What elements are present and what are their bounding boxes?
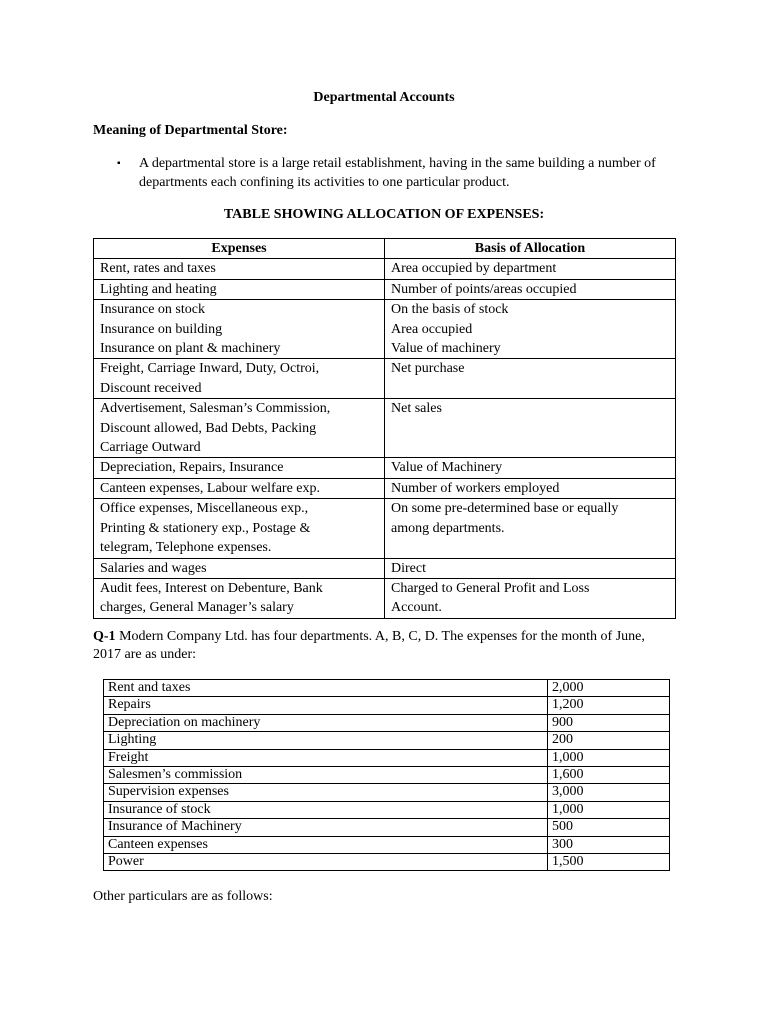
cell-line: Audit fees, Interest on Debenture, Bank <box>100 580 323 596</box>
cell-line: Discount received <box>100 380 202 396</box>
bullet-text: A departmental store is a large retail establishment, having in the same building a number of departments each confining its activities to one particular product. <box>139 156 656 190</box>
cell-line: Advertisement, Salesman’s Commission, <box>100 401 331 417</box>
table-row <box>104 836 670 853</box>
basis-cell <box>385 359 676 399</box>
basis-cell <box>385 478 676 498</box>
cell-line: Value of machinery <box>391 341 501 357</box>
bullet-icon: ▪ <box>117 158 121 169</box>
table-row <box>94 359 676 399</box>
question-body: Modern Company Ltd. has four departments. A, B, C, D. The expenses for the month of June, 2017 are as under: <box>93 629 645 662</box>
expense-amount-cell: 1,000 <box>548 801 670 818</box>
cell-line: Number of points/areas occupied <box>391 281 577 297</box>
table-row <box>94 458 676 478</box>
cell-line: On the basis of stock <box>391 302 509 318</box>
expense-amount-cell: 1,500 <box>548 854 670 871</box>
basis-cell <box>385 300 676 359</box>
table-row <box>104 714 670 731</box>
expense-cell <box>94 458 385 478</box>
table-row <box>94 499 676 558</box>
cell-line: Insurance on plant & machinery <box>100 341 281 357</box>
basis-cell <box>385 399 676 458</box>
basis-header: Basis of Allocation <box>385 239 676 259</box>
expense-item-cell: Freight <box>104 749 548 766</box>
expense-item-cell: Lighting <box>104 732 548 749</box>
cell-line: Office expenses, Miscellaneous exp., <box>100 501 309 517</box>
expense-amount-cell: 3,000 <box>548 784 670 801</box>
expense-cell <box>94 478 385 498</box>
cell-line: Depreciation, Repairs, Insurance <box>100 460 284 476</box>
basis-cell <box>385 279 676 299</box>
question-text <box>93 628 673 664</box>
table-row <box>104 854 670 871</box>
table-row <box>94 558 676 578</box>
bullet-point <box>117 154 677 192</box>
expense-item-cell: Rent and taxes <box>104 680 548 697</box>
basis-cell <box>385 259 676 279</box>
expense-cell <box>94 499 385 558</box>
table-header-row <box>94 239 676 259</box>
cell-line: Account. <box>391 600 442 616</box>
table-row <box>94 578 676 618</box>
expense-amount-cell: 300 <box>548 836 670 853</box>
basis-cell <box>385 578 676 618</box>
cell-line: Freight, Carriage Inward, Duty, Octroi, <box>100 361 320 377</box>
expense-cell <box>94 259 385 279</box>
cell-line: Salaries and wages <box>100 560 207 576</box>
cell-line: Canteen expenses, Labour welfare exp. <box>100 480 321 496</box>
expense-cell <box>94 279 385 299</box>
cell-line: Lighting and heating <box>100 281 217 297</box>
cell-line: Area occupied <box>391 321 473 337</box>
table-row <box>94 279 676 299</box>
expense-item-cell: Insurance of Machinery <box>104 819 548 836</box>
table-row <box>104 697 670 714</box>
table-row <box>94 300 676 359</box>
meaning-heading: Meaning of Departmental Store: <box>93 123 288 138</box>
other-particulars: Other particulars are as follows: <box>93 889 273 904</box>
expense-item-cell: Salesmen’s commission <box>104 767 548 784</box>
expense-amount-cell: 500 <box>548 819 670 836</box>
expense-amount-cell: 1,000 <box>548 749 670 766</box>
expense-item-cell: Supervision expenses <box>104 784 548 801</box>
table-row <box>94 259 676 279</box>
expense-amount-cell: 1,600 <box>548 767 670 784</box>
cell-line: Charged to General Profit and Loss <box>391 580 590 596</box>
expense-item-cell: Canteen expenses <box>104 836 548 853</box>
table-row <box>94 478 676 498</box>
basis-cell <box>385 458 676 478</box>
expense-amount-cell: 2,000 <box>548 680 670 697</box>
table-row <box>94 399 676 458</box>
expense-item-cell: Depreciation on machinery <box>104 714 548 731</box>
table-title: TABLE SHOWING ALLOCATION OF EXPENSES: <box>223 207 545 222</box>
expense-item-cell: Insurance of stock <box>104 801 548 818</box>
expense-cell <box>94 300 385 359</box>
expenses-header: Expenses <box>94 239 385 259</box>
cell-line: Net sales <box>391 401 442 417</box>
table-row <box>104 767 670 784</box>
cell-line: Net purchase <box>391 361 465 377</box>
expense-cell <box>94 399 385 458</box>
cell-line: On some pre-determined base or equally <box>391 501 619 517</box>
expense-amount-cell: 900 <box>548 714 670 731</box>
expense-amount-cell: 200 <box>548 732 670 749</box>
table-row <box>104 784 670 801</box>
table-row <box>104 680 670 697</box>
cell-line: Insurance on building <box>100 321 223 337</box>
basis-cell <box>385 558 676 578</box>
cell-line: among departments. <box>391 520 505 536</box>
cell-line: Value of Machinery <box>391 460 503 476</box>
expense-cell <box>94 578 385 618</box>
expense-cell <box>94 558 385 578</box>
cell-line: Number of workers employed <box>391 480 560 496</box>
cell-line: Direct <box>391 560 426 576</box>
document-title: Departmental Accounts <box>313 90 455 105</box>
cell-line: charges, General Manager’s salary <box>100 600 294 616</box>
cell-line: telegram, Telephone expenses. <box>100 540 272 556</box>
basis-cell <box>385 499 676 558</box>
allocation-table <box>93 238 676 619</box>
table-row <box>104 749 670 766</box>
table-row <box>104 732 670 749</box>
cell-line: Area occupied by department <box>391 261 557 277</box>
expense-amount-cell: 1,200 <box>548 697 670 714</box>
cell-line: Discount allowed, Bad Debts, Packing <box>100 420 317 436</box>
cell-line: Insurance on stock <box>100 302 205 318</box>
cell-line: Printing & stationery exp., Postage & <box>100 520 311 536</box>
expense-item-cell: Repairs <box>104 697 548 714</box>
expense-table <box>103 679 670 871</box>
expense-cell <box>94 359 385 399</box>
cell-line: Carriage Outward <box>100 440 201 456</box>
question-label: Q-1 <box>93 629 116 644</box>
table-row <box>104 801 670 818</box>
expense-item-cell: Power <box>104 854 548 871</box>
cell-line: Rent, rates and taxes <box>100 261 216 277</box>
table-row <box>104 819 670 836</box>
